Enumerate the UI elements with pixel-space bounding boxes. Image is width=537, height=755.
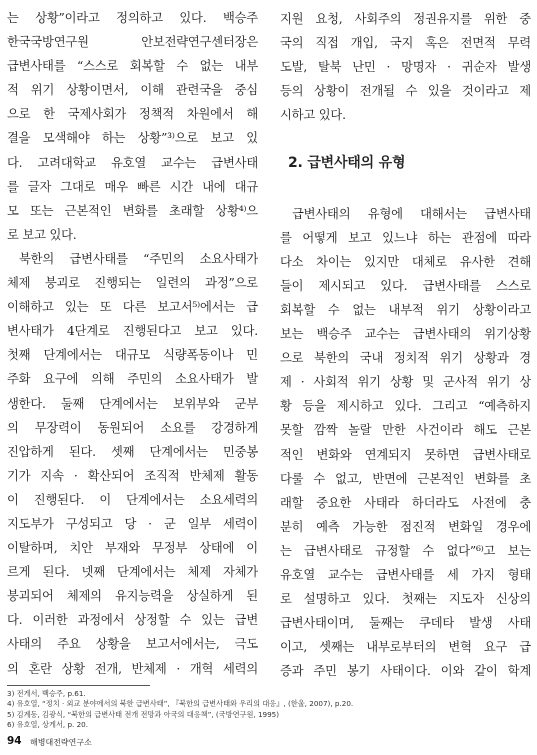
- text-line: 모 또는 근본적인 변화를 초래할 상황⁴⁾으: [7, 203, 258, 218]
- text-line: 제 · 사회적 위기 상황 및 군사적 위기 상: [280, 375, 531, 390]
- text-line: 이 진행된다. 이 단계에서는 소요세력의: [7, 492, 258, 507]
- text-line: 증과 주민 봉기 사태이다. 이와 같이 학계: [280, 664, 531, 679]
- text-line: 으로 한 국제사회가 정책적 차원에서 해: [7, 107, 258, 122]
- text-line: 의 혼란 상황 전개, 반체제 · 개혁 세력의: [7, 661, 258, 676]
- right-column-body-text: [280, 202, 531, 684]
- text-line: 분히 예측 가능한 점진적 변화일 경우에: [280, 519, 531, 534]
- text-line: 국의 직접 개입, 국지 혹은 전면적 무력: [280, 36, 531, 51]
- right-column-top-text: [280, 7, 531, 127]
- page-number: 94: [7, 735, 22, 747]
- text-line: 적인 변화와 연계되지 못하면 급변사태로: [280, 447, 531, 462]
- text-line: 한국국방연구원 안보전략연구센터장은: [7, 35, 258, 50]
- footnotes: [7, 689, 527, 730]
- text-line: 의 무장력이 동원되어 소요를 강경하게: [7, 420, 258, 435]
- text-line: 도발, 탈북 난민 · 망명자 · 귀순자 발생: [280, 60, 531, 75]
- footnote: 4) 유호열, “정치 · 외교 분야에서의 북한 급변사태”, 『북한의 급변사태와 우리의 대응』, (한울, 2007), p.20.: [7, 699, 354, 709]
- text-line: 회복할 수 없는 내부적 위기 상황이라고: [280, 302, 531, 317]
- text-line: 체제 붕괴로 진행되는 일련의 과정”으로: [7, 276, 258, 291]
- text-line: 못할 깜짝 놀랄 만한 사건이라 해도 근본: [280, 423, 531, 438]
- text-line: 를 어떻게 보고 있느냐 하는 관점에 따라: [280, 230, 531, 245]
- text-line: 급변사태의 유형에 대해서는 급변사태: [292, 206, 531, 221]
- text-line: 사태의 주요 상황을 보고서에서는, 극도: [7, 637, 258, 652]
- text-line: 급변사태이며, 둘째는 쿠데타 발생 사태: [280, 616, 531, 631]
- text-line: 지도부가 구성되고 당 · 군 일부 세력이: [7, 516, 258, 531]
- text-line: 생한다. 둘째 단계에서는 보위부와 군부: [7, 396, 258, 411]
- text-line: 로 설명하고 있다. 첫째는 지도자 신상의: [280, 592, 531, 607]
- text-line: 주화 요구에 의해 주민의 소요사태가 발: [7, 372, 258, 387]
- organization-name: 해병대전략연구소: [30, 738, 92, 747]
- text-line: 급변사태를 “스스로 회복할 수 없는 내부: [7, 59, 258, 74]
- section-heading: 2. 급변사태의 유형: [288, 155, 406, 172]
- text-line: 결을 모색해야 하는 상황”³⁾으로 보고 있: [7, 131, 258, 146]
- text-line: 이고, 셋째는 내부로부터의 변혁 요구 급: [280, 640, 531, 655]
- footnote: 5) 김계동, 김광식, “북한의 급변사태 전개 전망과 아국의 대응책”, (국방연구원, 1995): [7, 709, 280, 719]
- text-line: 는 급변사태로 규정할 수 없다”⁶⁾고 보는: [280, 543, 531, 558]
- text-line: 첫째 단계에서는 대규모 식량폭동이나 민: [7, 348, 258, 363]
- text-line: 로 보고 있다.: [7, 227, 77, 242]
- text-line: 다룰 수 없고, 반면에 근본적인 변화를 초: [280, 471, 531, 486]
- text-line: 등의 상황이 전개될 수 있을 것이라고 제: [280, 84, 531, 99]
- text-line: 기가 지속 · 확산되어 조직적 반체제 활동: [7, 468, 258, 483]
- text-line: 다. 이러한 과정에서 상정할 수 있는 급변: [7, 613, 258, 628]
- footnote: 6) 유호열, 상게서, p. 20.: [7, 719, 89, 729]
- text-line: 적 위기 상황이면서, 이해 관련국을 중심: [7, 83, 258, 98]
- text-line: 이해하고 있는 또 다른 보고서⁵⁾에서는 급: [7, 300, 258, 315]
- text-line: 다소 차이는 있지만 대체로 유사한 견해: [280, 254, 531, 269]
- text-line: 지원 요청, 사회주의 정권유지를 위한 중: [280, 12, 531, 26]
- text-line: 는 상황”이라고 정의하고 있다. 백승주: [7, 11, 258, 25]
- text-line: 변사태가 4단계로 진행된다고 보고 있다.: [7, 324, 258, 339]
- text-line: 다. 고려대학교 유호열 교수는 급변사태: [7, 155, 258, 170]
- text-line: 진압하게 된다. 셋째 단계에서는 민중봉: [7, 444, 258, 459]
- text-line: 래할 중요한 사태라 하더라도 사전에 충: [280, 495, 531, 510]
- footnote-divider: [7, 685, 150, 686]
- left-column: [7, 6, 258, 681]
- text-line: 들이 제시되고 있다. 급변사태를 스스로: [280, 278, 531, 293]
- text-line: 르게 된다. 넷째 단계에서는 체제 자체가: [7, 565, 258, 580]
- text-line: 으로 북한의 국내 정치적 위기 상황과 경: [280, 351, 531, 366]
- text-line: 북한의 급변사태를 “주민의 소요사태가: [19, 251, 258, 266]
- text-line: 붕괴되어 체제의 유지능력을 상실하게 된: [7, 589, 258, 604]
- text-line: 를 글자 그대로 매우 빠른 시간 내에 대규: [7, 179, 258, 194]
- text-line: 시하고 있다.: [280, 108, 346, 123]
- text-line: 유호열 교수는 급변사태를 세 가지 형태: [280, 567, 531, 582]
- footnote: 3) 전게서, 백승주, p.61.: [7, 689, 86, 698]
- text-line: 황 등을 제시하고 있다. 그리고 “예측하지: [280, 399, 531, 414]
- text-line: 보는 백승주 교수는 급변사태의 위기상황: [280, 327, 531, 342]
- text-line: 이탈하며, 치안 부재와 무정부 상태에 이: [7, 541, 258, 556]
- right-column: [280, 7, 531, 683]
